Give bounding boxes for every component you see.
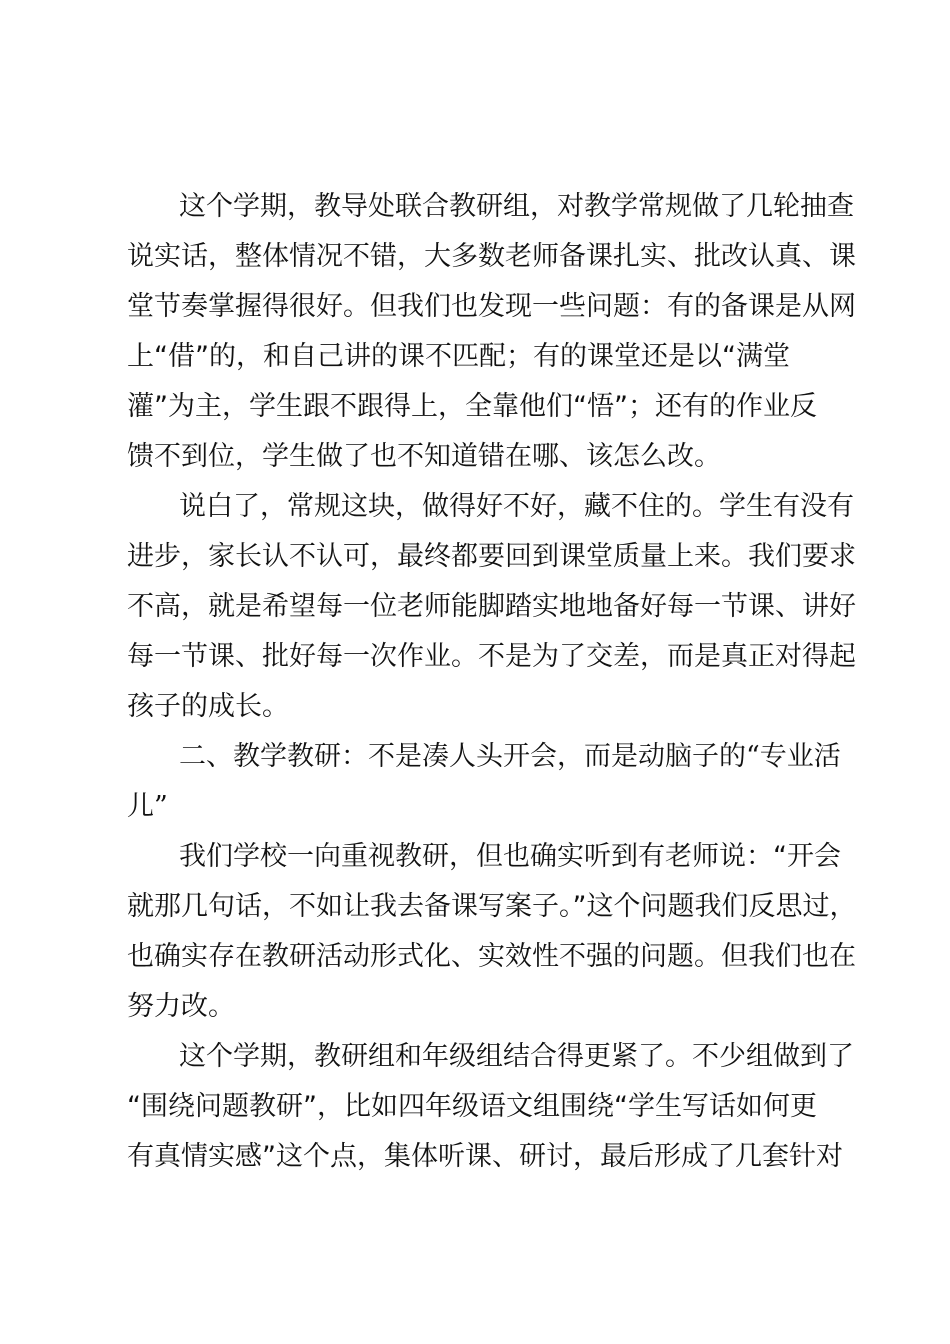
document-body [127, 182, 857, 1182]
text-line: 就那几句话，不如让我去备课写案子。”这个问题我们反思过， [127, 891, 857, 922]
text-line: 说白了，常规这块，做得好不好，藏不住的。学生有没有 [179, 491, 854, 522]
text-line: 进步，家长认不认可，最终都要回到课堂质量上来。我们要求 [127, 541, 856, 572]
text-line: 努力改。 [127, 991, 235, 1022]
text-line: 上“借”的，和自己讲的课不匹配；有的课堂还是以“满堂 [127, 341, 790, 372]
heading-line: 二、教学教研：不是凑人头开会，而是动脑子的“专业活 [179, 741, 841, 772]
paragraph-routine-check [127, 182, 856, 482]
text-line: 馈不到位，学生做了也不知道错在哪、该怎么改。 [127, 441, 721, 472]
text-line: 我们学校一向重视教研，但也确实听到有老师说：“开会 [179, 841, 841, 872]
text-line: 不高，就是希望每一位老师能脚踏实地地备好每一节课、讲好 [127, 591, 856, 622]
paragraph-research-feedback [127, 832, 857, 1032]
paragraph-routine-summary [127, 482, 856, 732]
text-line: 这个学期，教研组和年级组结合得更紧了。不少组做到了 [179, 1041, 854, 1072]
section-heading [127, 732, 841, 832]
heading-line: 儿” [127, 791, 168, 822]
text-line: 也确实存在教研活动形式化、实效性不强的问题。但我们也在 [127, 941, 856, 972]
text-line: 每一节课、批好每一次作业。不是为了交差，而是真正对得起 [127, 641, 856, 672]
text-line: 灌”为主，学生跟不跟得上，全靠他们“悟”；还有的作业反 [127, 391, 817, 422]
text-line: 这个学期，教导处联合教研组，对教学常规做了几轮抽查 [179, 191, 854, 222]
text-line: 说实话，整体情况不错，大多数老师备课扎实、批改认真、课 [127, 241, 856, 272]
text-line: 孩子的成长。 [127, 691, 289, 722]
text-line: “围绕问题教研”，比如四年级语文组围绕“学生写话如何更 [127, 1091, 817, 1122]
paragraph-research-progress [127, 1032, 854, 1182]
text-line: 堂节奏掌握得很好。但我们也发现一些问题：有的备课是从网 [127, 291, 856, 322]
text-line: 有真情实感”这个点，集体听课、研讨，最后形成了几套针对 [127, 1141, 843, 1172]
